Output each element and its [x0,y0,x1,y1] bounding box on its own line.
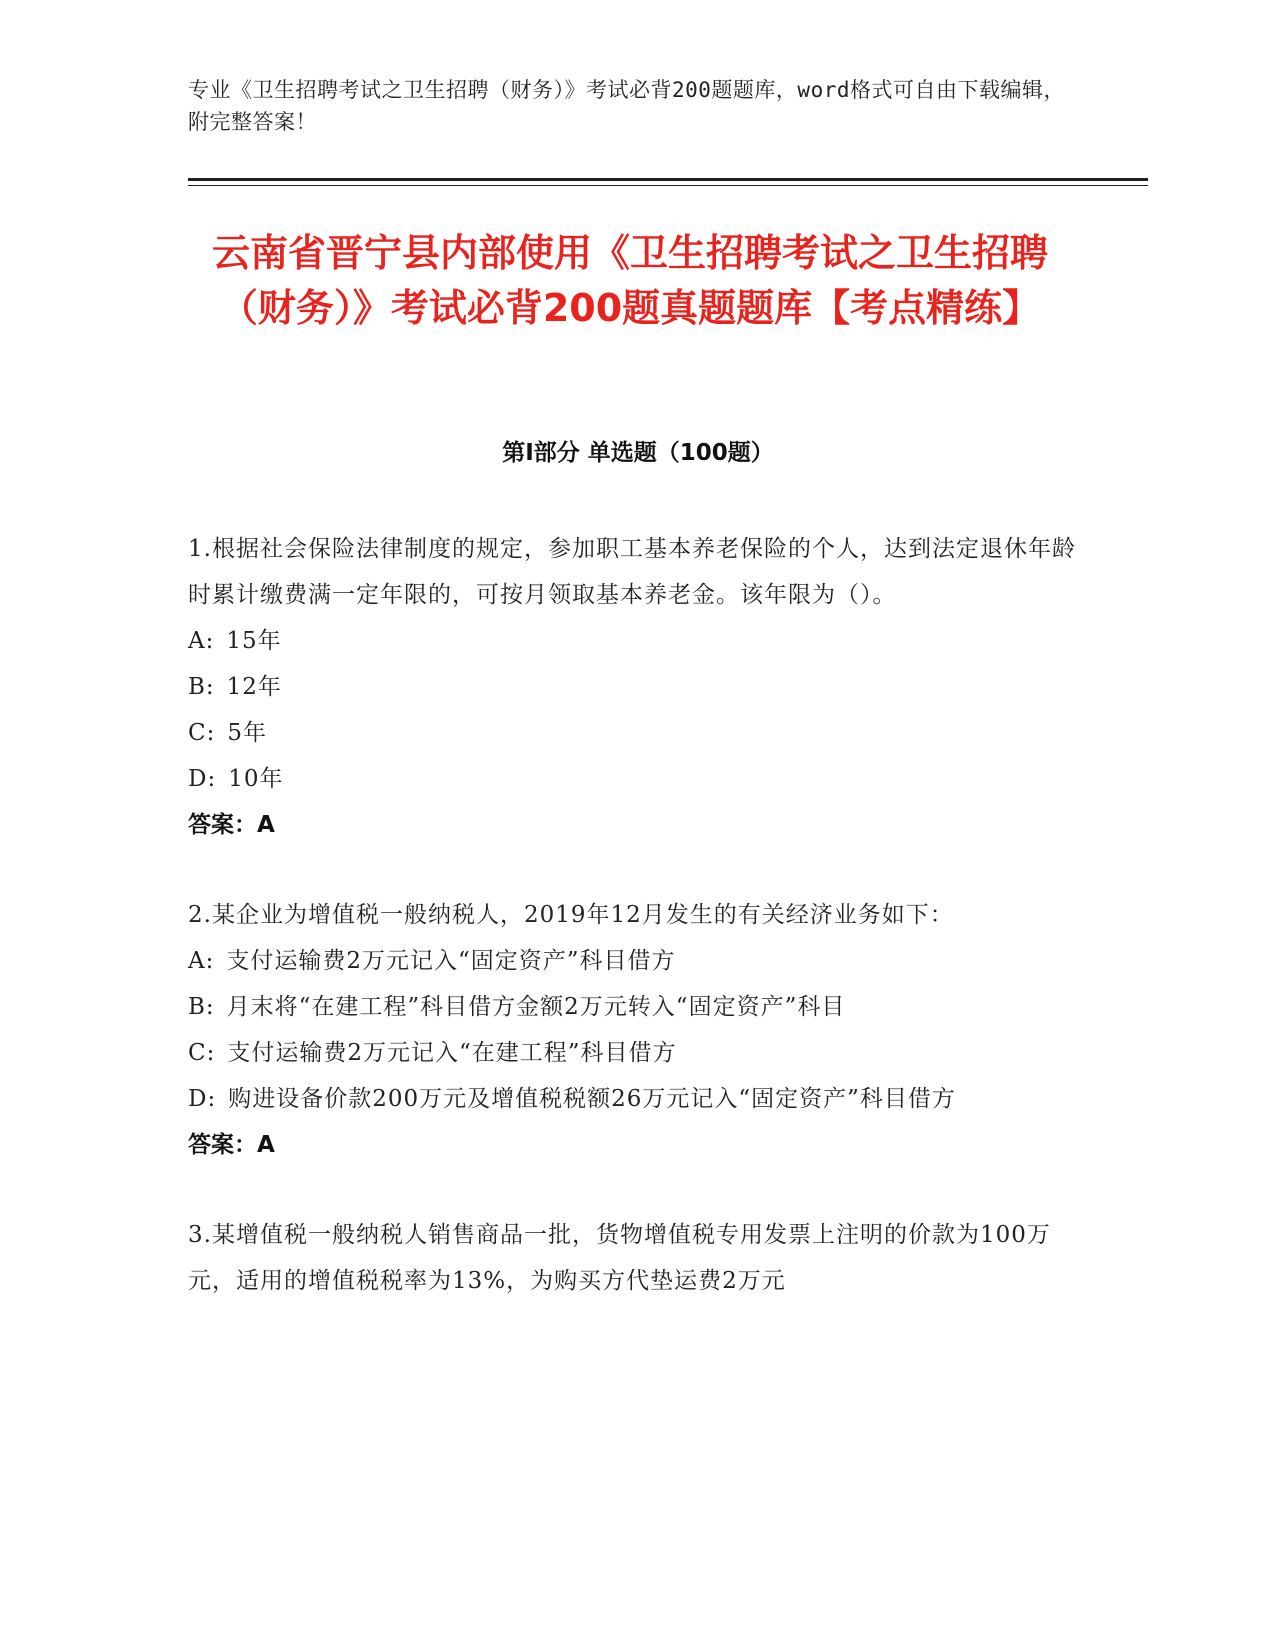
question-3 [188,1212,1088,1304]
question-1 [188,526,1088,848]
answer-label: 答案：A [188,812,275,838]
option-d [188,1076,1088,1122]
header-rule-thick [188,178,1148,181]
option-b [188,664,1088,710]
option-text: 10年 [228,766,284,792]
option-letter: D: [188,1086,217,1112]
question-text: 3.某增值税一般纳税人销售商品一批，货物增值税专用发票上注明的价款为100万元，适用的增值税税率为13%，为购买方代垫运费2万元 [188,1222,1051,1294]
section-title: 第Ⅰ部分 单选题（100题） [502,440,774,466]
header-note: 专业《卫生招聘考试之卫生招聘（财务）》考试必背200题题库，word格式可自由下载编辑，附完整答案！ [188,78,1065,134]
question-text: 1.根据社会保险法律制度的规定，参加职工基本养老保险的个人，达到法定退休年龄时累计缴费满一定年限的，可按月领取基本养老金。该年限为（）。 [188,536,1076,608]
option-c [188,1030,1088,1076]
document-title: 云南省晋宁县内部使用《卫生招聘考试之卫生招聘（财务）》考试必背200题真题题库【考点精练】 [211,231,1048,330]
option-b [188,984,1088,1030]
option-letter: C: [188,720,216,746]
option-letter: B: [188,994,215,1020]
question-list [188,526,1088,1348]
option-letter: A: [188,948,215,974]
option-letter: B: [188,674,215,700]
option-text: 15年 [226,628,282,654]
option-text: 支付运输费2万元记入“在建工程”科目借方 [227,1040,677,1066]
question-2 [188,892,1088,1168]
option-a [188,938,1088,984]
question-text: 2.某企业为增值税一般纳税人，2019年12月发生的有关经济业务如下： [188,902,954,928]
option-letter: A: [188,628,215,654]
option-d [188,756,1088,802]
option-text: 5年 [227,720,267,746]
option-letter: D: [188,766,217,792]
header-rule-thin [188,185,1148,186]
option-text: 购进设备价款200万元及增值税税额26万元记入“固定资产”科目借方 [228,1086,956,1112]
option-c [188,710,1088,756]
option-text: 月末将“在建工程”科目借方金额2万元转入“固定资产”科目 [226,994,846,1020]
option-text: 12年 [226,674,282,700]
answer-label: 答案：A [188,1132,275,1158]
option-a [188,618,1088,664]
option-text: 支付运输费2万元记入“固定资产”科目借方 [226,948,676,974]
option-letter: C: [188,1040,216,1066]
